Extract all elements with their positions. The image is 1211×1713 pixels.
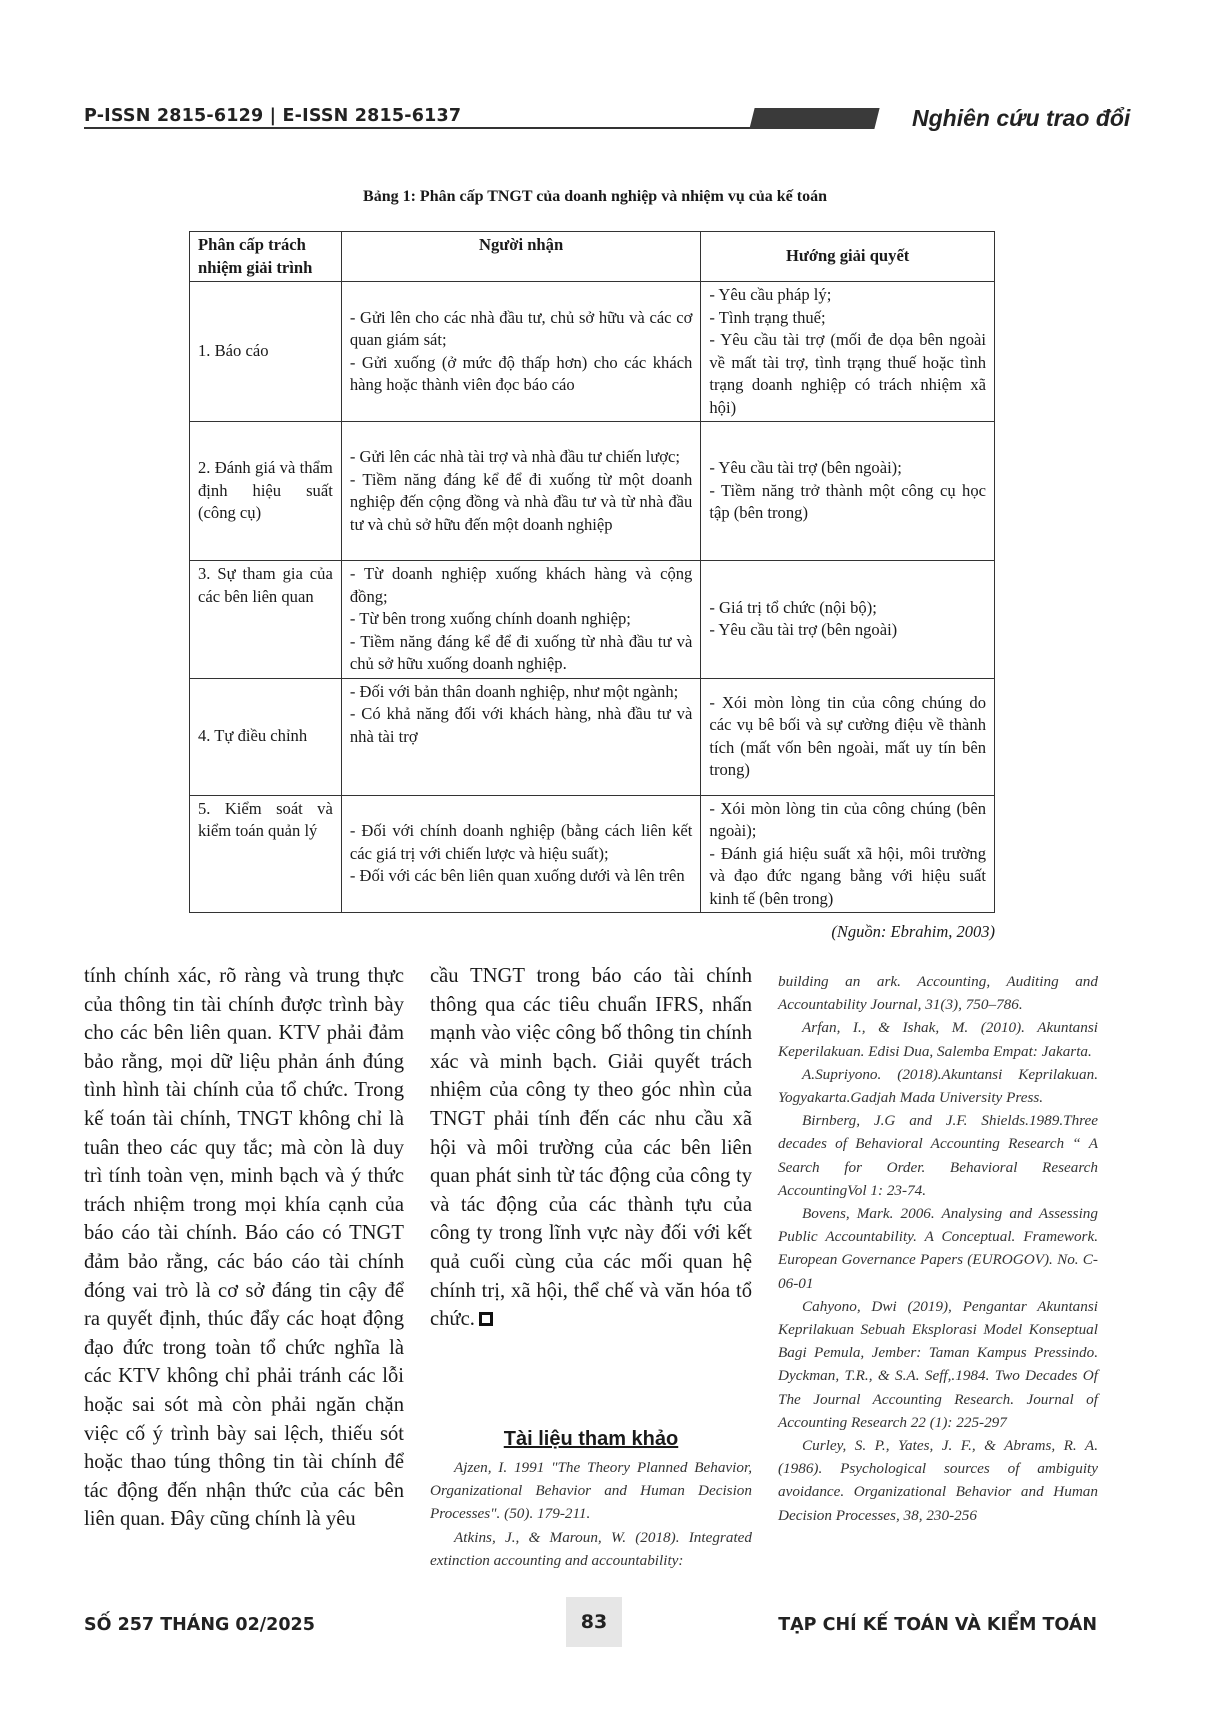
row-level: 2. Đánh giá và thẩm định hiệu suất (công cụ) [190, 422, 342, 561]
row-level: 3. Sự tham gia của các bên liên quan [190, 561, 342, 679]
references-title: Tài liệu tham khảo [503, 1428, 679, 1450]
row-level: 5. Kiểm soát và kiểm toán quản lý [190, 795, 342, 913]
body-middle-column-wrap [430, 962, 752, 1334]
row-level: 4. Tự điều chỉnh [190, 678, 342, 795]
reference-item: Arfan, I., & Ishak, M. (2010). Akuntansi Keperilakuan. Edisi Dua, Salemba Empat: Jakarta. [778, 1019, 1098, 1060]
section-title: Nghiên cứu trao đổi [912, 105, 1131, 131]
table-row [190, 282, 995, 422]
reference-item: A.Supriyono. (2018).Akuntansi Keprilakuan. Yogyakarta.Gadjah Mada University Press. [778, 1065, 1098, 1107]
row-solution: - Xói mòn lòng tin của công chúng do các vụ bê bối và sự cường điệu về thành tích (mất vốn bên ngoài, mất uy tín bên trong) [701, 678, 995, 795]
header-level: Phân cấp trách nhiệm giải trình [190, 232, 342, 282]
table-row [190, 561, 995, 679]
references-right [778, 970, 1098, 1527]
table-row [190, 678, 995, 795]
reference-item: Birnberg, J.G and J.F. Shields.1989.Three decades of Behavioral Accounting Research “ A Search for Order. Behavioral Research AccountingVol 1: 23-74. [778, 1112, 1098, 1199]
header-recipient: Người nhận [341, 232, 701, 282]
table-row [190, 422, 995, 561]
row-solution: - Yêu cầu pháp lý; - Tình trạng thuế; - Yêu cầu tài trợ (mối đe dọa bên ngoài về mất tài trợ, tình trạng thuế hoặc tình trạng doanh nghiệp có trách nhiệm xã hội) [701, 282, 995, 422]
table-row [190, 795, 995, 913]
row-solution: - Xói mòn lòng tin của công chúng (bên ngoài); - Đánh giá hiệu suất xã hội, môi trường và đạo đức ngang bằng với hiệu suất kinh tế (bên trong) [701, 795, 995, 913]
row-recipient: - Đối với bản thân doanh nghiệp, như một ngành; - Có khả năng đối với khách hàng, nhà đầu tư và nhà tài trợ [341, 678, 701, 795]
reference-item: Atkins, J., & Maroun, W. (2018). Integrated extinction accounting and accountability: [430, 1528, 752, 1569]
page-number-box [566, 1597, 622, 1647]
page-number: 83 [580, 1611, 608, 1633]
body-left-column: tính chính xác, rõ ràng và trung thực của thông tin tài chính được trình bày cho các bên liên quan. KTV phải đảm bảo rằng, mọi dữ liệu phản ánh đúng tình hình tài chính của tổ chức. Trong kế toán tài chính, TNGT không chỉ là tuân theo các quy tắc; mà còn là duy trì tính toàn vẹn, minh bạch và ý thức trách nhiệm trong mọi khía cạnh của báo cáo tài chính. Báo cáo có TNGT đảm bảo rằng, các báo cáo tài chính đóng vai trò là cơ sở đáng tin cậy để ra quyết định, thúc đẩy các hoạt động đạo đức trong toàn tổ chức nghĩa là các KTV không chỉ phải tránh các lỗi hoặc sai sót mà còn phải ngăn chặn việc cố ý trình bày sai lệch, thiếu sót hoặc thao túng thông tin tài chính để tác động đến nhận thức của các bên liên quan. Đây cũng chính là yêu [84, 965, 404, 1531]
end-of-article-icon [479, 1312, 493, 1326]
body-middle-column: cầu TNGT trong báo cáo tài chính thông qua các tiêu chuẩn IFRS, nhấn mạnh vào việc công bố thông tin chính xác và minh bạch. Giải quyết trách nhiệm của công ty theo góc nhìn của TNGT phải tính đến các nhu cầu xã hội và môi trường của các bên liên quan phát sinh từ tác động của công ty và tác động của các thành tựu của công ty trong lĩnh vực này đối với kết quả cuối cùng của các mối quan hệ chính trị, xã hội, thể chế và văn hóa tổ chức. [430, 965, 752, 1331]
issn-line: P-ISSN 2815-6129 | E-ISSN 2815-6137 [84, 106, 462, 126]
row-recipient: - Gửi lên các nhà tài trợ và nhà đầu tư chiến lược; - Tiềm năng đáng kể để đi xuống từ một doanh nghiệp đến cộng đồng và nhà đầu tư và từ nhà đầu tư và chủ sở hữu đến một doanh nghiệp [341, 422, 701, 561]
reference-item: Ajzen, I. 1991 "The Theory Planned Behavior, Organizational Behavior and Human Decision Processes". (50). 179-211. [430, 1459, 752, 1523]
table-header-row [190, 232, 995, 282]
header-solution: Hướng giải quyết [701, 232, 995, 282]
reference-item: Cahyono, Dwi (2019), Pengantar Akuntansi Keprilakuan Sebuah Eksplorasi Model Konseptual Bagi Pemula, Jember: Taman Kampus Pressindo. Dyckman, T.R., & S.A. Seff,.1984. Two Decades Of The Journal Accounting Research. Journal of Accounting Research 22 (1): 225-297 [778, 1297, 1098, 1431]
table-source: (Nguồn: Ebrahim, 2003) [831, 922, 995, 941]
row-recipient: - Gửi lên cho các nhà đầu tư, chủ sở hữu và các cơ quan giám sát; - Gửi xuống (ở mức độ thấp hơn) cho các khách hàng hoặc thành viên đọc báo cáo [341, 282, 701, 422]
table-caption: Bảng 1: Phân cấp TNGT của doanh nghiệp và nhiệm vụ của kế toán [363, 188, 827, 205]
issue-label: SỐ 257 THÁNG 02/2025 [84, 1615, 315, 1635]
journal-name: TẠP CHÍ KẾ TOÁN VÀ KIỂM TOÁN [778, 1615, 1097, 1635]
row-recipient: - Từ doanh nghiệp xuống khách hàng và cộng đồng; - Từ bên trong xuống chính doanh nghiệp; - Tiềm năng đáng kể để đi xuống từ nhà đầu tư và chủ sở hữu xuống doanh nghiệp. [341, 561, 701, 679]
references-middle [430, 1456, 752, 1572]
row-recipient: - Đối với chính doanh nghiệp (bằng cách liên kết các giá trị với chiến lược và hiệu suất); - Đối với các bên liên quan xuống dưới và lên trên [341, 795, 701, 913]
row-solution: - Yêu cầu tài trợ (bên ngoài); - Tiềm năng trở thành một công cụ học tập (bên trong) [701, 422, 995, 561]
reference-item: Curley, S. P., Yates, J. F., & Abrams, R. A. (1986). Psychological sources of ambiguity avoidance. Organizational Behavior and Human Decision Processes, 38, 230-256 [778, 1437, 1098, 1524]
header-rule [84, 127, 760, 129]
accountability-table [189, 231, 995, 913]
reference-item: building an ark. Accounting, Auditing and Accountability Journal, 31(3), 750–786. [778, 973, 1098, 1014]
row-level: 1. Báo cáo [190, 282, 342, 422]
reference-item: Bovens, Mark. 2006. Analysing and Assessing Public Accountability. A Conceptual. Framework. European Governance Papers (EUROGOV). No. C-06-01 [778, 1205, 1098, 1292]
header-band [749, 108, 879, 129]
row-solution: - Giá trị tổ chức (nội bộ); - Yêu cầu tài trợ (bên ngoài) [701, 561, 995, 679]
